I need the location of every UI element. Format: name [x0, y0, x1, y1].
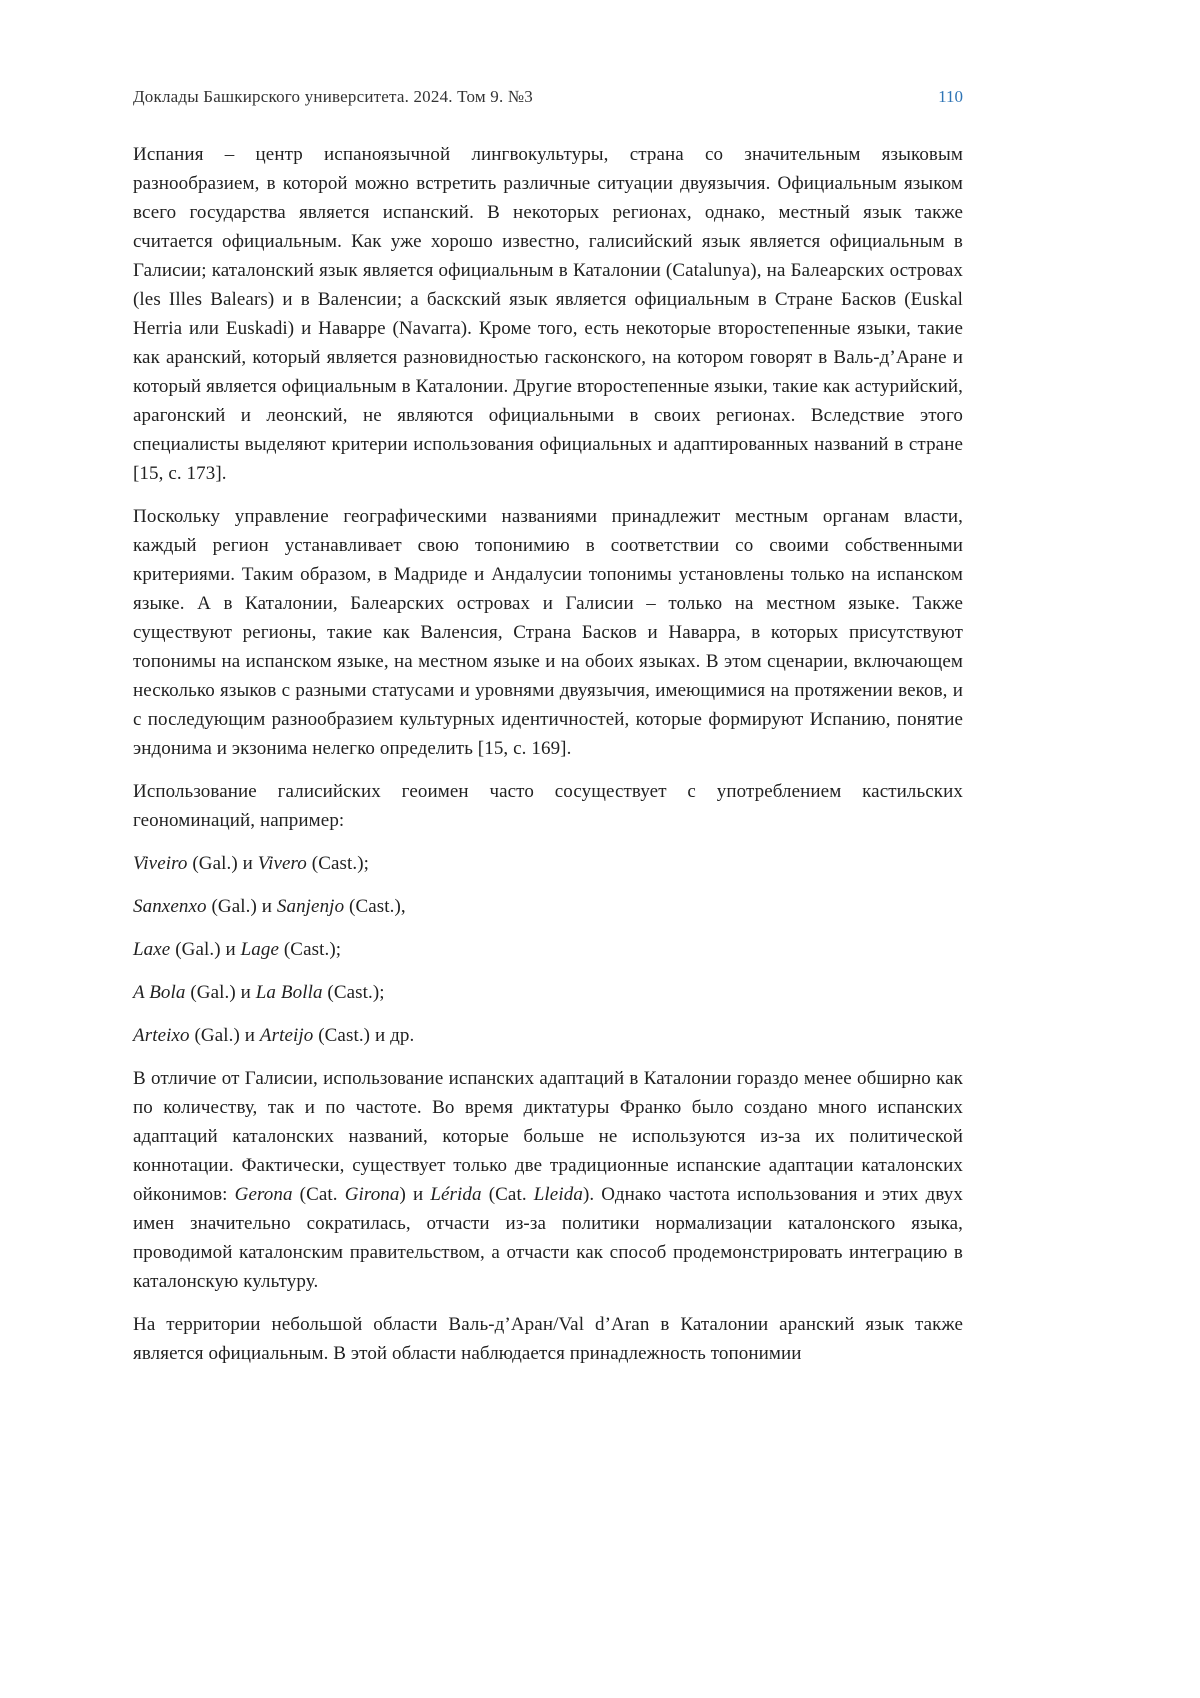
example-abola: A Bola (Gal.) и La Bolla (Cast.);: [133, 982, 385, 1004]
example-viveiro: Viveiro (Gal.) и Vivero (Cast.);: [133, 853, 370, 875]
example-sanxenxo: Sanxenxo (Gal.) и Sanjenjo (Cast.),: [133, 896, 406, 918]
example-arteixo: Arteixo (Gal.) и Arteijo (Cast.) и др.: [133, 1025, 415, 1047]
document-body: [133, 140, 963, 1368]
journal-title: Доклады Башкирского университета. 2024. Том 9. №3: [133, 87, 533, 106]
page-header: [133, 86, 963, 108]
example-laxe: Laxe (Gal.) и Lage (Cast.);: [133, 939, 342, 961]
paragraph-spain-intro: Испания – центр испаноязычной лингвокультуры, страна со значительным языковым разнообразием, в которой можно встретить различные ситуации двуязычия. Официальным языком всего государства является испанский. В некоторых регионах, однако, местный язык также считается официальным. Как уже хорошо известно, галисийский язык является официальным в Галисии; каталонский язык является официальным в Каталонии (Catalunya), на Балеарских островах (les Illes Balears) и в Валенсии; а баскский язык является официальным в Стране Басков (Euskal Herria или Euskadi) и Наварре (Navarra). Кроме того, есть некоторые второстепенные языки, такие как аранский, который является разновидностью гасконского, на котором говорят в Валь-д’Аране и который является официальным в Каталонии. Другие второстепенные языки, такие как астурийский, арагонский и леонский, не являются официальными в своих регионах. Вследствие этого специалисты выделяют критерии использования официальных и адаптированных названий в стране [15, с. 173].: [133, 144, 963, 485]
paragraph-galician-names-intro: Использование галисийских геоимен часто сосуществует с употреблением кастильских геономинаций, например:: [133, 781, 963, 832]
paragraph-catalonia-adaptations: В отличие от Галисии, использование испанских адаптаций в Каталонии гораздо менее обширно как по количеству, так и по частоте. Во время диктатуры Франко было создано много испанских адаптаций каталонских названий, которые больше не используются из-за их политической коннотации. Фактически, существует только две традиционные испанские адаптации каталонских ойконимов: Gerona (Cat. Girona) и Lérida (Cat. Lleida). Однако частота использования и этих двух имен значительно сократилась, отчасти из-за политики нормализации каталонского языка, проводимой каталонским правительством, а отчасти как способ продемонстрировать интеграцию в каталонскую культуру.: [133, 1068, 963, 1293]
page-number: 110: [938, 87, 963, 106]
paragraph-toponymy-management: Поскольку управление географическими названиями принадлежит местным органам власти, каждый регион устанавливает свою топонимию в соответствии со своими собственными критериями. Таким образом, в Мадриде и Андалусии топонимы установлены только на испанском языке. А в Каталонии, Балеарских островах и Галисии – только на местном языке. Также существуют регионы, такие как Валенсия, Страна Басков и Наварра, в которых присутствуют топонимы на испанском языке, на местном языке и на обоих языках. В этом сценарии, включающем несколько языков с разными статусами и уровнями двуязычия, имеющимися на протяжении веков, и с последующим разнообразием культурных идентичностей, которые формируют Испанию, понятие эндонима и экзонима нелегко определить [15, с. 169].: [133, 506, 963, 760]
paragraph-val-daran: На территории небольшой области Валь-д’Аран/Val d’Aran в Каталонии аранский язык также является официальным. В этой области наблюдается принадлежность топонимии: [133, 1314, 963, 1365]
